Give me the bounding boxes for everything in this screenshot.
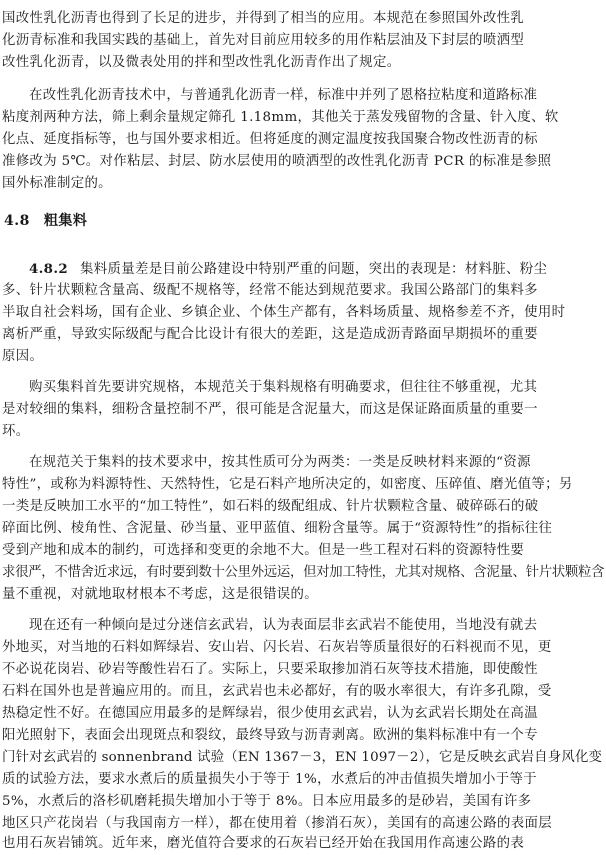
text-line: 求很严，不惜舍近求远，有时要到数十公里外远运，但对加工特性，尤其对规格、含泥量、针片状颗粒含 [2,565,605,580]
text-line: 化点、延度指标等，也与国外要求相近。但将延度的测定温度按我国聚合物改性沥青的标 [2,132,538,147]
text-line: 外地买，对当地的石料如辉绿岩、安山岩、闪长岩、石灰岩等质量很好的石料视而不见，更 [2,640,552,655]
text-line: 在规范关于集料的技术要求中，按其性质可分为两类：一类是反映材料来源的“资源 [29,455,531,470]
text-line: 现在还有一种倾向是过分迷信玄武岩，认为表面层非玄武岩不能使用，当地没有就去 [29,618,538,633]
text-line: 离析严重，导致实际级配与配合比设计有很大的差距，这是造成沥青路面早期损坏的重要 [2,327,538,342]
subsection-number: 4.8.2 [29,261,69,277]
text-line: 原因。 [2,349,44,364]
text-line [29,259,547,279]
text-line: 热稳定性不好。在德国应用最多的是辉绿岩，很少使用玄武岩，认为玄武岩长期处在高温 [2,706,538,721]
section-title: 粗集料 [43,213,88,229]
text-line: 化沥青标准和我国实践的基础上，首先对目前应用较多的用作粘层油及下封层的喷洒型 [2,33,525,48]
section-number: 4.8 [4,213,30,229]
text-line: 量不重视，对就地取材根本不考虑，这是很错误的。 [2,587,319,602]
text-line: 购买集料首先要讲究规格，本规范关于集料规格有明确要求，但往往不够重视，尤其 [29,380,538,395]
text-line: 多、针片状颗粒含量高、级配不规格等，经常不能达到规范要求。我国公路部门的集料多 [2,283,538,298]
text-line: 在改性乳化沥青技术中，与普通乳化沥青一样，标准中并列了恩格拉粘度和道路标准 [29,88,538,103]
text-line: 半取自社会料场，国有企业、乡镇企业、个体生产都有，各料场质量、规格参差不齐，使用时 [2,305,566,320]
text-line: 碎面比例、棱角性、含泥量、砂当量、亚甲蓝值、细粉含量等。属于“资源特性”的指标往往 [2,521,553,536]
text-line: 也用石灰岩铺筑。近年来，磨光值符合要求的石灰岩已经开始在我国用作高速公路的表 [2,836,525,851]
text-line: 受到产地和成本的制约，可选择和变更的余地不大。但是一些工程对石料的资源特性要 [2,543,525,558]
text-line: 环。 [2,424,30,439]
text-line: 地区只产花岗岩（与我国南方一样），都在使用着（掺消石灰），美国有的高速公路的表面层 [2,816,552,831]
text-line: 改性乳化沥青，以及微表处用的拌和型改性乳化沥青作出了规定。 [2,55,401,70]
text-line: 国改性乳化沥青也得到了长足的进步，并得到了相当的应用。本规范在参照国外改性乳 [2,11,525,26]
text-line: 准修改为 5℃。对作粘层、封层、防水层使用的喷洒型的改性乳化沥青 PCR 的标准是参照 [2,154,552,169]
text-line: 特性”，或称为料源特性、天然特性，它是石料产地所决定的，如密度、压碎值、磨光值等；另 [2,477,573,492]
section-heading [4,211,87,231]
text-line: 5%，水煮后的洛杉矶磨耗损失增加小于等于 8%。日本应用最多的是砂岩，美国有许多 [2,794,532,809]
text-line: 质的试验方法，要求水煮后的质量损失小于等于 1%，水煮后的冲击值损失增加小于等于 [2,772,537,787]
text-line: 国外标准制定的。 [2,176,112,191]
text-line: 粘度剂两种方法，筛上剩余量规定筛孔 1.18mm，其他关于蒸发残留物的含量、针入度、软 [2,110,559,125]
text-line: 不必说花岗岩、砂岩等酸性岩石了。实际上，只要采取掺加消石灰等技术措施，即使酸性 [2,662,538,677]
text-segment: 集料质量差是目前公路建设中特别严重的问题，突出的表现是：材料脏、粉尘 [80,262,548,277]
text-line: 一类是反映加工水平的“加工特性”，如石料的级配组成、针片状颗粒含量、破碎砾石的破 [2,499,539,514]
text-line: 石料在国外也是普遍应用的。而且，玄武岩也未必都好，有的吸水率很大，有许多孔隙，受 [2,684,552,699]
text-line: 是对较细的集料，细粉含量控制不严，很可能是含泥量大，而这是保证路面质量的重要一 [2,402,538,417]
text-line: 门针对玄武岩的 sonnenbrand 试验（EN 1367－3，EN 1097－2），它是反映玄武岩自身风化变 [2,750,603,765]
text-line: 阳光照射下，表面会出现斑点和裂纹，最终导致与沥青剥离。欧洲的集料标准中有一个专 [2,728,538,743]
